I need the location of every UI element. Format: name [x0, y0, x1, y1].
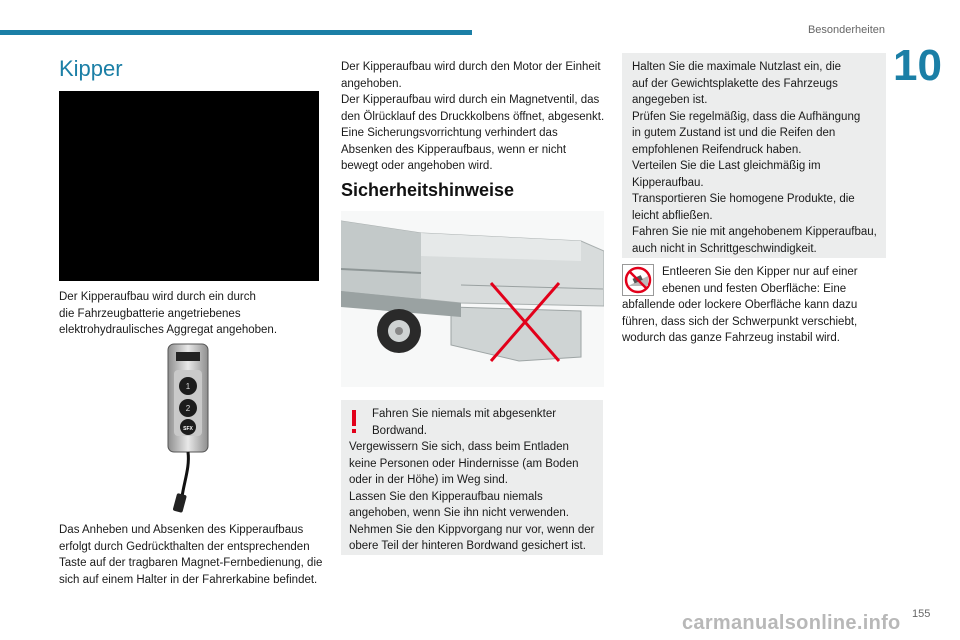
- text-line: Vergewissern Sie sich, dass beim Entladen: [349, 441, 569, 453]
- remote-paragraph: [59, 522, 324, 588]
- text-line: Der Kipperaufbau wird durch den Motor der Einheit: [341, 61, 601, 73]
- page-number: 155: [912, 608, 931, 620]
- text-line: empfohlenen Reifendruck haben.: [632, 143, 802, 156]
- page-title: Kipper: [59, 56, 123, 81]
- text-line: elektrohydraulisches Aggregat angehoben.: [59, 324, 278, 336]
- text-line: angehoben.: [341, 77, 402, 90]
- text-line: Kipperaufbau.: [632, 176, 704, 189]
- info-body: [632, 59, 882, 257]
- warning-box: [341, 400, 603, 555]
- text-line: Lassen Sie den Kipperaufbau niemals: [349, 490, 543, 503]
- text-line: wodurch das ganze Fahrzeug instabil wird.: [622, 332, 840, 344]
- remote-brand-label: SFX: [183, 426, 193, 432]
- description-paragraph: [341, 59, 606, 175]
- text-line: oder in der Höhe) im Weg sind.: [349, 474, 508, 486]
- text-line: keine Personen oder Hindernisse (am Boden: [349, 457, 579, 470]
- warning-exclamation-icon: [351, 410, 357, 434]
- watermark: carmanualsonline.info: [682, 612, 901, 634]
- text-line: leicht abfließen.: [632, 209, 713, 222]
- chapter-number: 10: [893, 41, 942, 90]
- text-line: sich auf einem Halter in der Fahrerkabine befindet.: [59, 573, 318, 586]
- text-line: obere Teil der hinteren Bordwand gesichert ist.: [349, 540, 586, 552]
- text-line: die Fahrzeugbatterie angetriebenes: [59, 307, 241, 320]
- intro-paragraph: [59, 289, 324, 339]
- warning-body: [349, 439, 601, 555]
- text-line: Transportieren Sie homogene Produkte, die: [632, 193, 855, 205]
- text-line: auch nicht in Schrittgeschwindigkeit.: [632, 242, 817, 255]
- text-line: angehoben, wenn Sie ihn nicht verwenden.: [349, 507, 569, 519]
- svg-text:2: 2: [185, 404, 191, 413]
- warning-first-lines: [372, 406, 602, 439]
- svg-text:1: 1: [185, 382, 191, 391]
- text-line: Prüfen Sie regelmäßig, dass die Aufhängung: [632, 110, 861, 123]
- image-placeholder: [59, 91, 319, 281]
- remote-control-illustration: [160, 342, 220, 517]
- text-line: Der Kipperaufbau wird durch ein Magnetventil, das: [341, 94, 600, 106]
- tip-body: [622, 297, 886, 347]
- text-line: Entleeren Sie den Kipper nur auf einer: [662, 266, 858, 278]
- tipper-truck-illustration: [341, 211, 604, 387]
- section-label: Besonderheiten: [807, 24, 885, 36]
- tip-first-lines: [662, 264, 887, 297]
- text-line: Verteilen Sie die Last gleichmäßig im: [632, 160, 821, 172]
- safety-heading: Sicherheitshinweise: [341, 180, 515, 200]
- text-line: abfallende oder lockere Oberfläche kann dazu: [622, 299, 858, 311]
- text-line: angegeben ist.: [632, 94, 708, 106]
- text-line: Fahren Sie nie mit angehobenem Kipperaufbau,: [632, 226, 877, 238]
- text-line: bewegt oder angehoben wird.: [341, 160, 493, 172]
- text-line: Taste auf der tragbaren Magnet-Fernbedienung, die: [59, 557, 323, 569]
- info-box: [622, 53, 886, 258]
- text-line: Bordwand.: [372, 424, 427, 437]
- text-line: Fahren Sie niemals mit abgesenkter: [372, 408, 557, 420]
- text-line: Halten Sie die maximale Nutzlast ein, die: [632, 61, 842, 73]
- text-line: Der Kipperaufbau wird durch ein durch: [59, 291, 256, 303]
- no-slope-warning-icon: [622, 264, 654, 296]
- text-line: Das Anheben und Absenken des Kipperaufbaus: [59, 524, 304, 536]
- text-line: Nehmen Sie den Kippvorgang nur vor, wenn der: [349, 523, 595, 536]
- text-line: erfolgt durch Gedrückthalten der entsprechenden: [59, 540, 310, 553]
- text-line: Eine Sicherungsvorrichtung verhindert das: [341, 127, 558, 139]
- text-line: ebenen und festen Oberfläche: Eine: [662, 282, 847, 295]
- text-line: in gutem Zustand ist und die Reifen den: [632, 127, 836, 139]
- header-accent-bar: [0, 30, 472, 35]
- text-line: auf der Gewichtsplakette des Fahrzeugs: [632, 77, 838, 90]
- text-line: führen, dass sich der Schwerpunkt verschiebt,: [622, 315, 858, 328]
- text-line: den Ölrücklauf des Druckkolbens öffnet, abgesenkt.: [341, 110, 605, 123]
- text-line: Absenken des Kipperaufbaus, wenn er nicht: [341, 143, 567, 156]
